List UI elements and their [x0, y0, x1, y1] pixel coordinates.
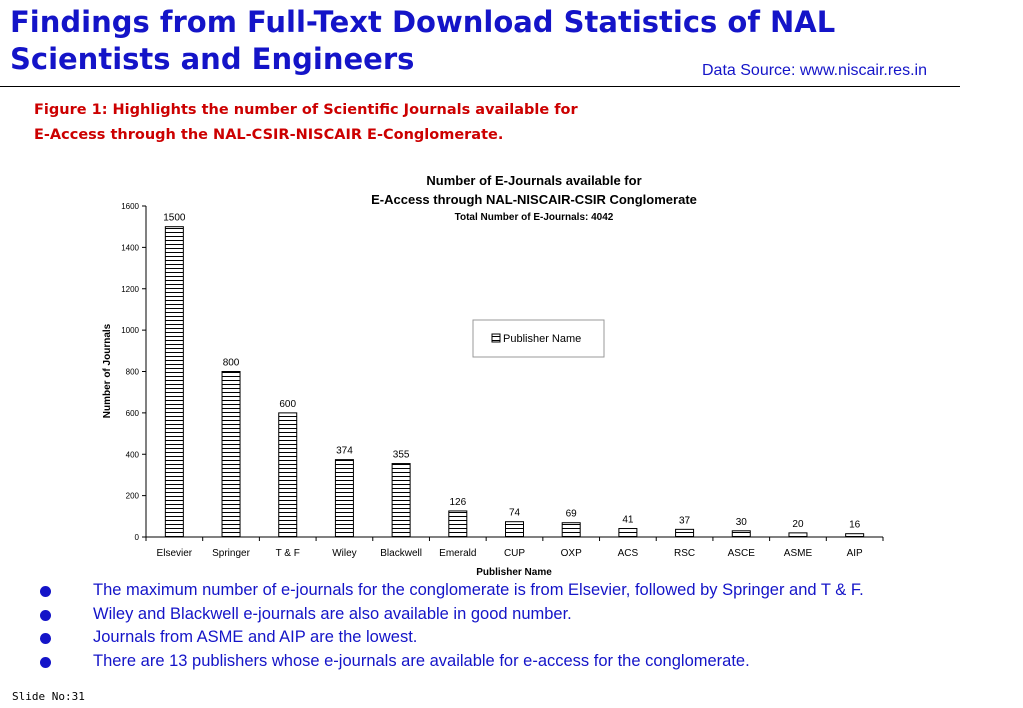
slide-number: Slide No:31 [12, 690, 85, 703]
x-tick-label: Springer [212, 548, 250, 559]
bullet-dot-icon [40, 586, 51, 597]
y-tick-label: 1200 [121, 284, 139, 294]
bar-oxp [562, 523, 580, 537]
y-tick-label: 1400 [121, 243, 139, 253]
x-tick-label: Elsevier [156, 548, 193, 559]
x-tick-label: Emerald [439, 548, 477, 559]
x-axis [146, 537, 883, 559]
data-label: 20 [792, 518, 804, 530]
data-label: 800 [222, 357, 240, 369]
x-tick-label: T & F [275, 548, 300, 559]
bullet-item [38, 650, 968, 674]
x-tick-label: RSC [674, 548, 696, 559]
bullet-item [38, 603, 968, 627]
y-axis [121, 202, 146, 542]
legend [473, 320, 604, 357]
bullet-text: There are 13 publishers whose e-journals are available for e-access for the conglomerate. [93, 651, 750, 670]
y-tick-label: 1600 [121, 202, 139, 211]
bar-wiley [335, 460, 353, 537]
slide-title: Findings from Full-Text Download Statistics of NAL Scientists and Engineers [10, 5, 836, 76]
bullet-item [38, 579, 968, 603]
y-tick-label: 200 [125, 491, 139, 501]
x-tick-label: ACS [617, 548, 639, 559]
data-source: Data Source: www.niscair.res.in [702, 62, 927, 79]
bar-elsevier [165, 227, 183, 537]
bullet-dot-icon [40, 657, 51, 668]
legend-swatch [492, 334, 500, 342]
chart-title-line-2: E-Access through NAL-NISCAIR-CSIR Conglomerate [371, 192, 697, 207]
data-label: 355 [392, 449, 410, 461]
y-tick-label: 800 [125, 367, 139, 377]
bullet-text: The maximum number of e-journals for the conglomerate is from Elsevier, followed by Springer and T & F. [93, 581, 864, 599]
legend-label: Publisher Name [503, 333, 582, 345]
x-tick-label: AIP [846, 548, 863, 559]
bar-cup [506, 522, 524, 537]
x-tick-label: OXP [560, 548, 582, 559]
bullet-text: Journals from ASME and AIP are the lowest. [93, 628, 418, 646]
bar-rsc [676, 529, 694, 537]
bullet-list [38, 579, 968, 673]
bar-blackwell [392, 464, 410, 537]
x-tick-label: ASME [783, 548, 813, 559]
x-axis-label: Publisher Name [476, 567, 552, 578]
chart-title-line-1: Number of E-Journals available for [426, 173, 642, 188]
y-axis-label: Number of Journals [102, 323, 113, 419]
data-label: 41 [622, 514, 634, 526]
data-label: 126 [449, 496, 467, 508]
y-tick-label: 0 [134, 533, 139, 542]
data-label: 600 [279, 398, 297, 410]
bar-acs [619, 529, 637, 537]
bar-asme [789, 533, 807, 537]
bar-springer [222, 372, 240, 538]
caption-line-1: Figure 1: Highlights the number of Scientific Journals available for [34, 102, 578, 118]
data-label: 37 [679, 515, 691, 527]
bullet-item [38, 626, 968, 650]
data-label: 374 [336, 445, 353, 457]
y-tick-label: 1000 [121, 326, 139, 336]
bullet-dot-icon [40, 610, 51, 621]
data-label: 69 [565, 508, 577, 520]
x-tick-label: ASCE [727, 548, 755, 559]
chart-subtitle: Total Number of E-Journals: 4042 [454, 212, 614, 223]
bar-t-f [279, 413, 297, 537]
bar-emerald [449, 511, 467, 537]
bullet-dot-icon [40, 633, 51, 644]
x-tick-label: Wiley [332, 548, 357, 559]
y-tick-label: 600 [125, 408, 139, 418]
y-tick-label: 400 [125, 450, 139, 460]
bar-asce [732, 531, 750, 537]
data-label: 16 [849, 519, 861, 531]
data-label: 74 [508, 507, 521, 519]
caption-line-2: E-Access through the NAL-CSIR-NISCAIR E-Conglomerate. [34, 127, 504, 143]
x-tick-label: Blackwell [380, 548, 422, 559]
data-label: 30 [735, 516, 747, 528]
bars [163, 213, 863, 537]
data-label: 1500 [163, 212, 186, 224]
x-tick-label: CUP [503, 548, 526, 559]
bullet-text: Wiley and Blackwell e-journals are also available in good number. [93, 604, 572, 623]
